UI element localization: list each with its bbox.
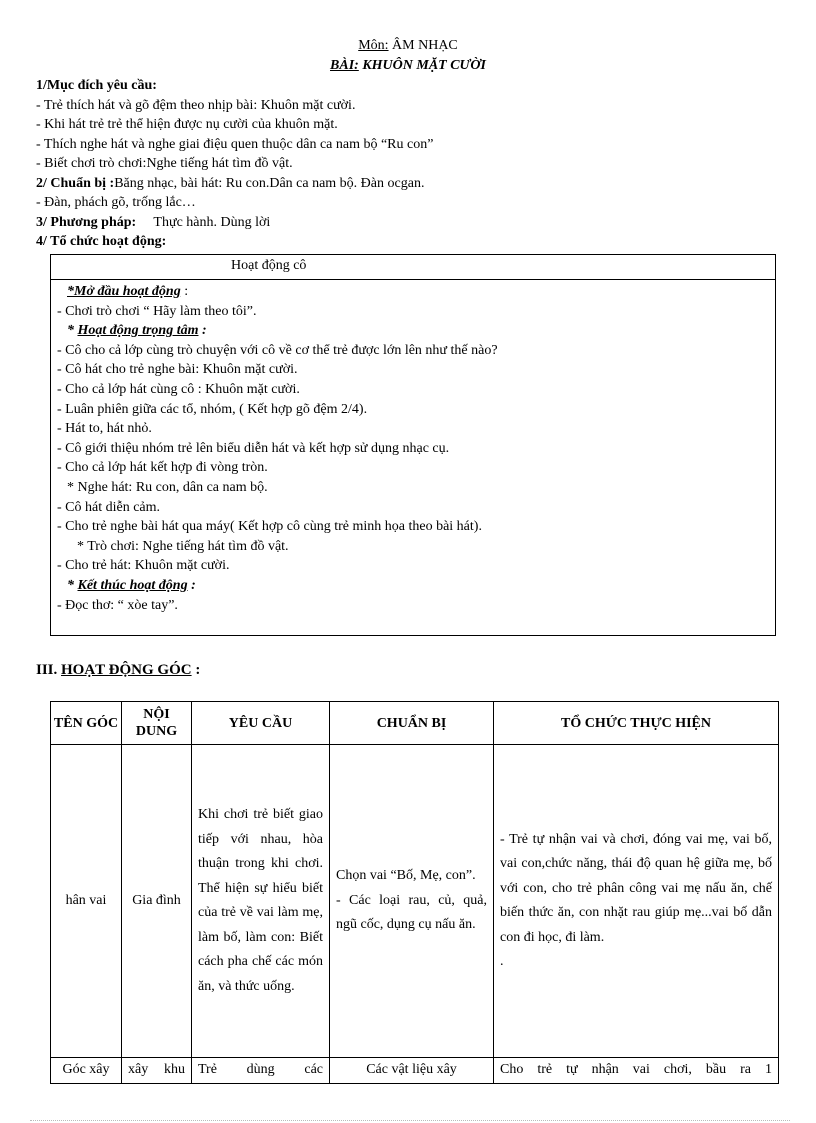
column-header: TÊN GÓC [51,702,122,745]
activity-item: - Chơi trò chơi “ Hãy làm theo tôi”. [57,303,257,319]
section4-title: 4/ Tổ chức hoạt động: [36,234,167,249]
table-row [51,1058,779,1084]
preparation-roles: Chọn vai “Bố, Mẹ, con”. [336,868,476,884]
subject-value: ÂM NHẠC [388,38,458,53]
activity-item: - Đọc thơ: “ xòe tay”. [57,597,178,613]
lesson-label: BÀI: [330,58,359,73]
opening-colon: : [180,284,189,299]
activity-item: - Hát to, hát nhỏ. [57,421,152,437]
column-header: NỘI DUNG [122,702,192,745]
objective-item: - Khi hát trẻ trẻ thể hiện được nụ cười của khuôn mặt. [36,117,338,132]
column-header: TỔ CHỨC THỰC HIỆN [494,702,779,745]
cell-requirement: Trẻ dùng các [192,1058,330,1084]
objective-item: - Trẻ thích hát và gõ đệm theo nhịp bài: Khuôn mặt cười. [36,97,356,113]
activity-item: - Cô hát diễn cảm. [57,499,161,515]
activity-item: - Cô hát cho trẻ nghe bài: Khuôn mặt cười. [57,362,298,378]
opening-title-text: *Mở đầu hoạt động [67,284,181,299]
main-title: * Hoạt động trọng tâm : [67,323,207,339]
activity-item: - Cho cả lớp hát cùng cô : Khuôn mặt cười. [57,381,300,397]
subject-label: Môn: [358,38,389,53]
activity-item: - Cho trẻ nghe bài hát qua máy( Kết hợp cô cùng trẻ minh họa theo bài hát). [57,519,482,535]
closing-title: * Kết thúc hoạt động : [67,577,196,593]
sub-activity-title: * Trò chơi: Nghe tiếng hát tìm đồ vật. [77,538,289,554]
cell-content: xây khu [122,1058,192,1084]
preparation-line [36,174,796,194]
cell-organization [494,745,779,1058]
section-iii-prefix: III. [36,662,62,678]
activity-item: - Cho cả lớp hát kết hợp đi vòng tròn. [57,460,268,476]
sub-activity-title: * Nghe hát: Ru con, dân ca nam bộ. [67,479,268,495]
cell-name: Góc xây [51,1058,122,1084]
organization-text: - Trẻ tự nhận vai và chơi, đóng vai mẹ, vai bố, vai con,chức năng, thái độ quan hệ giữa mẹ, bố với con, cho trẻ phân công vai mẹ nấu ăn, chế biến thức ăn, con nhặt rau giúp mẹ...vai bố dẫn con đi học, đi làm. [500,831,772,945]
method-line [36,213,796,233]
lesson-plan-body [36,76,796,252]
activity-box-header: Hoạt động cô [51,255,775,280]
lesson-value: KHUÔN MẶT CƯỜI [358,58,486,73]
lesson-title [0,58,816,74]
organization-tail: . [500,954,504,969]
activity-box [50,254,776,636]
column-header: CHUẨN BỊ [330,702,494,745]
page-bottom-divider [30,1120,790,1121]
activity-item: - Cô giới thiệu nhóm trẻ lên biểu diễn hát và kết hợp sử dụng nhạc cụ. [57,440,450,456]
table-row [51,745,779,1058]
cell-content: Gia đình [122,745,192,1058]
cell-preparation: Các vật liệu xây [330,1058,494,1084]
corner-activities-table [50,701,779,1084]
activity-item: - Cô cho cả lớp cùng trò chuyện với cô về cơ thể trẻ được lớn lên như thế nào? [57,342,498,358]
section-iii-suffix: : [191,662,201,678]
objective-item: - Biết chơi trò chơi:Nghe tiếng hát tìm đồ vật. [36,156,293,171]
cell-organization: Cho trẻ tự nhận vai chơi, bầu ra 1 [494,1058,779,1084]
cell-requirement: Khi chơi trẻ biết giao tiếp với nhau, hòa thuận trong khi chơi. Thể hiện sự hiểu biết của trẻ về vai làm mẹ, làm bố, làm con: Biết cách pha chế các món ăn, và thức uống. [192,745,330,1058]
section-iii-title: HOẠT ĐỘNG GÓC [61,662,192,678]
section3-text: Thực hành. Dùng lời [136,214,271,230]
objective-item: - Thích nghe hát và nghe giai điệu quen thuộc dân ca nam bộ “Ru con” [36,136,434,152]
section3-title: 3/ Phương pháp: [36,214,137,230]
cell-preparation [330,745,494,1058]
subject-line [0,38,816,54]
column-header: YÊU CẦU [192,702,330,745]
table-header-row [51,702,779,745]
cell-name: hân vai [51,745,122,1058]
preparation-extra: - Đàn, phách gõ, trống lắc… [36,195,196,210]
closing-title-text: Kết thúc hoạt động [77,577,188,593]
section1-title: 1/Mục đích yêu cầu: [36,78,157,93]
activity-item: - Cho trẻ hát: Khuôn mặt cười. [57,558,230,574]
preparation-items: - Các loại rau, củ, quả, ngũ cốc, dụng cụ nấu ăn. [336,892,487,933]
section2-title: 2/ Chuẩn bị : [36,175,115,191]
activity-item: - Luân phiên giữa các tổ, nhóm, ( Kết hợp gõ đệm 2/4). [57,401,368,417]
section-iii-heading [36,662,200,679]
main-title-text: Hoạt động trọng tâm [77,323,199,339]
activity-box-body [51,280,775,615]
opening-title [57,282,775,302]
section2-text: Băng nhạc, bài hát: Ru con.Dân ca nam bộ. Đàn ocgan. [114,175,425,191]
